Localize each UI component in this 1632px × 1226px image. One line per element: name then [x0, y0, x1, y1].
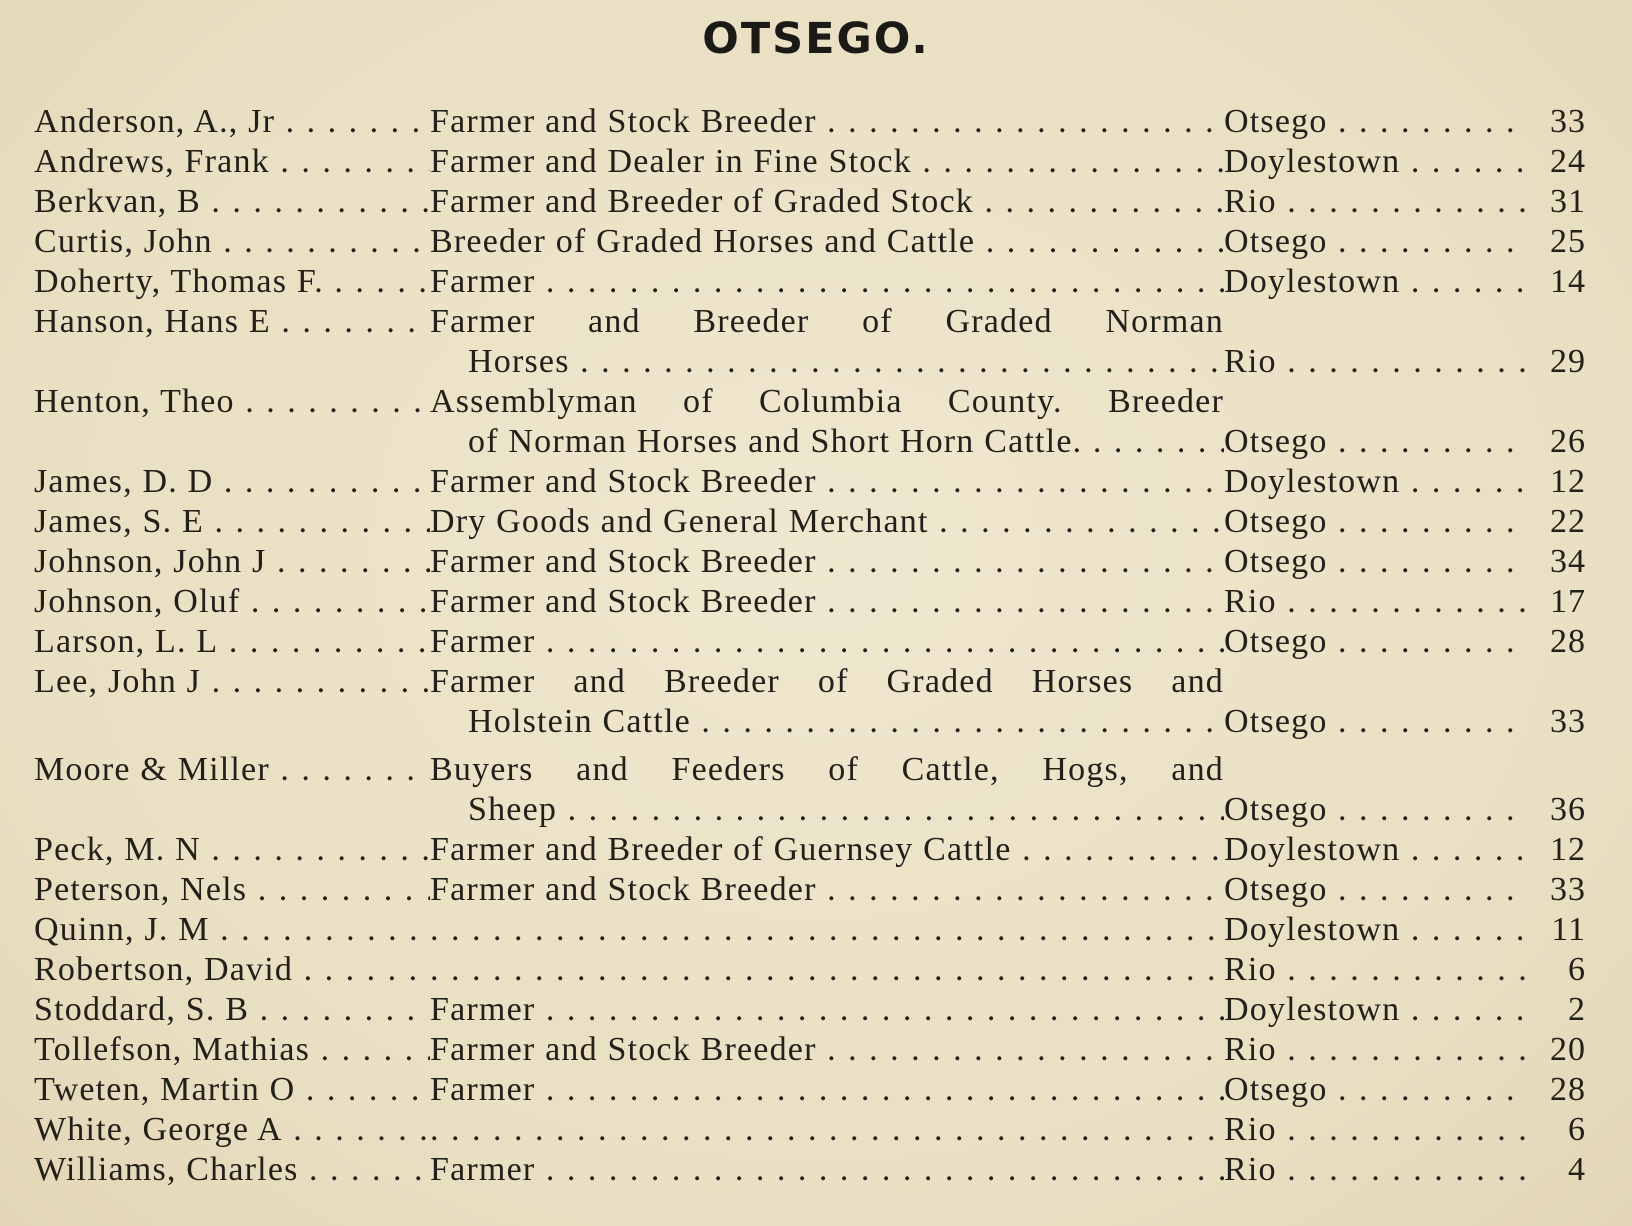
- leader-dots: [1328, 1071, 1526, 1108]
- occupation-line: [430, 582, 1224, 622]
- entry-section: 12: [1550, 463, 1586, 500]
- entry-name: [34, 910, 430, 950]
- entry-occupation: [430, 830, 1224, 870]
- occupation-line: [430, 830, 1224, 870]
- leader-dots: [310, 1031, 430, 1068]
- leader-dots: [430, 951, 1224, 988]
- leader-dots: [1277, 583, 1526, 620]
- entry-occupation: [430, 182, 1224, 222]
- occupation-text: Holstein Cattle: [468, 703, 691, 740]
- leader-dots: [213, 463, 430, 500]
- post-office-text: Rio: [1224, 1151, 1277, 1188]
- leader-dots: [1277, 1031, 1526, 1068]
- directory-entry: [34, 502, 1606, 542]
- directory-entry: [34, 582, 1606, 622]
- entry-name-text: Anderson, A., Jr: [34, 103, 276, 140]
- occupation-text: Farmer: [430, 1071, 536, 1108]
- entry-section: 25: [1550, 223, 1586, 260]
- entry-occupation: [430, 870, 1224, 910]
- entry-name-text: Robertson, David: [34, 951, 294, 988]
- leader-dots: [1328, 103, 1526, 140]
- post-office-text: Rio: [1224, 1031, 1277, 1068]
- leader-dots: [1277, 183, 1526, 220]
- entry-name-text: Peterson, Nels: [34, 871, 248, 908]
- leader-dots: [201, 831, 430, 868]
- leader-dots: [975, 223, 1224, 260]
- occupation-text: Farmer and Breeder of Guernsey Cattle: [430, 831, 1012, 868]
- post-office-text: Doylestown: [1224, 991, 1401, 1028]
- entry-name: [34, 1070, 430, 1110]
- entry-name-text: James, D. D: [34, 463, 214, 500]
- directory-entry: [34, 142, 1606, 182]
- entry-name-text: Hanson, Hans E: [34, 303, 271, 340]
- leader-dots: [293, 951, 430, 988]
- occupation-line: [430, 502, 1224, 542]
- leader-dots: [817, 543, 1224, 580]
- entry-post-office: [1224, 542, 1526, 582]
- entry-section: 24: [1550, 143, 1586, 180]
- directory-entry: [34, 622, 1606, 662]
- leader-dots: [247, 871, 430, 908]
- entry-section: 29: [1550, 343, 1586, 380]
- entry-name-text: Lee, John J: [34, 663, 202, 700]
- leader-dots: [912, 143, 1224, 180]
- entry-occupation: [430, 1150, 1224, 1190]
- entry-post-office: [1224, 462, 1526, 502]
- occupation-text: Farmer and Stock Breeder: [430, 871, 817, 908]
- entry-post-office: [1224, 342, 1526, 382]
- occupation-line: [430, 422, 1224, 462]
- entry-section: 6: [1568, 1111, 1586, 1148]
- leader-dots: [1328, 791, 1526, 828]
- entry-name: [34, 662, 430, 702]
- entry-name: [34, 950, 430, 990]
- entry-name-text: Williams, Charles: [34, 1151, 299, 1188]
- entry-name: [34, 1030, 430, 1070]
- entry-post-office: [1224, 622, 1526, 662]
- post-office-text: Otsego: [1224, 791, 1328, 828]
- entry-section: 11: [1551, 911, 1586, 948]
- occupation-line: [430, 750, 1224, 790]
- leader-dots: [266, 543, 430, 580]
- occupation-line: [430, 1070, 1224, 1110]
- directory-entry: [34, 262, 1606, 302]
- directory-entry: [34, 102, 1606, 142]
- leader-dots: [324, 263, 430, 300]
- entry-name: [34, 582, 430, 622]
- entry-name: [34, 462, 430, 502]
- leader-dots: [270, 751, 430, 788]
- entry-name: [34, 382, 430, 422]
- entry-section: 31: [1550, 183, 1586, 220]
- entry-section: 34: [1550, 543, 1586, 580]
- leader-dots: [817, 103, 1224, 140]
- leader-dots: [201, 183, 430, 220]
- entry-name: [34, 222, 430, 262]
- post-office-text: Otsego: [1224, 423, 1328, 460]
- entry-post-office: [1224, 1030, 1526, 1070]
- occupation-line: [430, 1030, 1224, 1070]
- directory-entry: [34, 1150, 1606, 1190]
- occupation-line: [430, 262, 1224, 302]
- occupation-line: [430, 342, 1224, 382]
- directory-entry: [34, 750, 1606, 830]
- leader-dots: [974, 183, 1224, 220]
- occupation-text: Farmer and Stock Breeder: [430, 103, 817, 140]
- entry-occupation: [430, 1030, 1224, 1070]
- directory-entry: [34, 910, 1606, 950]
- occupation-text: Farmer: [430, 263, 536, 300]
- entry-name: [34, 990, 430, 1030]
- leader-dots: [535, 623, 1224, 660]
- entry-post-office: [1224, 990, 1526, 1030]
- occupation-text: Breeder of Graded Horses and Cattle: [430, 223, 976, 260]
- directory-entry: [34, 182, 1606, 222]
- post-office-text: Doylestown: [1224, 143, 1401, 180]
- occupation-line: [430, 910, 1224, 950]
- entry-post-office: [1224, 422, 1526, 462]
- leader-dots: [201, 663, 430, 700]
- entry-section: 20: [1550, 1031, 1586, 1068]
- leader-dots: [283, 1111, 430, 1148]
- entry-occupation: [430, 142, 1224, 182]
- entry-section: 28: [1550, 623, 1586, 660]
- entry-occupation: [430, 462, 1224, 502]
- entry-section: 6: [1568, 951, 1586, 988]
- entry-occupation: [430, 222, 1224, 262]
- entry-occupation: [430, 990, 1224, 1030]
- post-office-text: Doylestown: [1224, 463, 1401, 500]
- entry-name-text: Quinn, J. M: [34, 911, 210, 948]
- entry-name: [34, 1110, 430, 1150]
- occupation-text: Dry Goods and General Merchant: [430, 503, 929, 540]
- directory-entry: [34, 1070, 1606, 1110]
- entry-post-office: [1224, 582, 1526, 622]
- leader-dots: [271, 303, 430, 340]
- entry-section: 14: [1550, 263, 1586, 300]
- leader-dots: [210, 911, 430, 948]
- leader-dots: [1400, 143, 1526, 180]
- entry-name-text: Berkvan, B: [34, 183, 201, 220]
- occupation-line: [430, 990, 1224, 1030]
- post-office-text: Otsego: [1224, 543, 1328, 580]
- occupation-line: [430, 542, 1224, 582]
- directory-entry: [34, 462, 1606, 502]
- entry-name-text: Doherty, Thomas F.: [34, 263, 324, 300]
- leader-dots: [817, 463, 1224, 500]
- entry-name: [34, 542, 430, 582]
- entry-name-text: James, S. E: [34, 503, 204, 540]
- leader-dots: [1277, 1111, 1526, 1148]
- leader-dots: [535, 1151, 1224, 1188]
- page-title: OTSEGO.: [702, 14, 930, 64]
- entry-name-text: Curtis, John: [34, 223, 213, 260]
- leader-dots: [430, 911, 1224, 948]
- entry-name-text: Andrews, Frank: [34, 143, 270, 180]
- leader-dots: [270, 143, 430, 180]
- leader-dots: [557, 791, 1224, 828]
- occupation-line: [430, 222, 1224, 262]
- entry-occupation: [430, 662, 1224, 742]
- entry-occupation: [430, 302, 1224, 382]
- entry-post-office: [1224, 1110, 1526, 1150]
- entry-name: [34, 750, 430, 790]
- entry-post-office: [1224, 830, 1526, 870]
- entry-occupation: [430, 1070, 1224, 1110]
- directory-entry: [34, 950, 1606, 990]
- entry-name: [34, 262, 430, 302]
- entry-occupation: [430, 1110, 1224, 1150]
- entry-section: 28: [1550, 1071, 1586, 1108]
- entry-section: 33: [1550, 103, 1586, 140]
- leader-dots: [535, 263, 1224, 300]
- occupation-text: Horses: [468, 343, 570, 380]
- occupation-line: [430, 382, 1224, 422]
- entry-occupation: [430, 102, 1224, 142]
- directory-entry: [34, 382, 1606, 462]
- occupation-line: [430, 302, 1224, 342]
- entry-occupation: [430, 502, 1224, 542]
- occupation-text: Farmer and Stock Breeder: [430, 463, 817, 500]
- occupation-line: [430, 790, 1224, 830]
- occupation-text: Farmer: [430, 1151, 536, 1188]
- occupation-text: Farmer and Stock Breeder: [430, 583, 817, 620]
- occupation-text: Assemblyman of Columbia County. Breeder: [430, 383, 1224, 420]
- leader-dots: [204, 503, 430, 540]
- entry-occupation: [430, 582, 1224, 622]
- entry-name-text: Tweten, Martin O: [34, 1071, 296, 1108]
- entry-occupation: [430, 262, 1224, 302]
- entry-name: [34, 830, 430, 870]
- post-office-text: Otsego: [1224, 1071, 1328, 1108]
- directory-entry: [34, 870, 1606, 910]
- entry-section: 22: [1550, 503, 1586, 540]
- leader-dots: [1277, 343, 1526, 380]
- entry-name: [34, 102, 430, 142]
- entry-section: 36: [1550, 791, 1586, 828]
- directory-entry: [34, 542, 1606, 582]
- entry-section: 4: [1568, 1151, 1586, 1188]
- directory-entry: [34, 990, 1606, 1030]
- leader-dots: [691, 703, 1224, 740]
- entry-name: [34, 502, 430, 542]
- leader-dots: [430, 1111, 1224, 1148]
- occupation-text: Farmer and Stock Breeder: [430, 1031, 817, 1068]
- entry-occupation: [430, 950, 1224, 990]
- leader-dots: [929, 503, 1224, 540]
- occupation-line: [430, 182, 1224, 222]
- directory-entry: [34, 1030, 1606, 1070]
- directory-entry: [34, 302, 1606, 382]
- occupation-text: Farmer: [430, 991, 536, 1028]
- occupation-line: [430, 870, 1224, 910]
- leader-dots: [1328, 871, 1526, 908]
- leader-dots: [1328, 423, 1526, 460]
- directory-entry: [34, 222, 1606, 262]
- entry-section: 17: [1550, 583, 1586, 620]
- occupation-text: Farmer: [430, 623, 536, 660]
- entry-section: 33: [1550, 703, 1586, 740]
- entry-name-text: Larson, L. L: [34, 623, 219, 660]
- post-office-text: Rio: [1224, 183, 1277, 220]
- occupation-text: Farmer and Breeder of Graded Stock: [430, 183, 974, 220]
- occupation-line: [430, 142, 1224, 182]
- post-office-text: Rio: [1224, 1111, 1277, 1148]
- leader-dots: [1328, 543, 1526, 580]
- entry-name-text: Tollefson, Mathias: [34, 1031, 311, 1068]
- entry-name-text: White, George A: [34, 1111, 283, 1148]
- entry-post-office: [1224, 910, 1526, 950]
- occupation-line: [430, 1110, 1224, 1150]
- occupation-line: [430, 102, 1224, 142]
- leader-dots: [1328, 703, 1526, 740]
- post-office-text: Doylestown: [1224, 911, 1401, 948]
- entry-post-office: [1224, 262, 1526, 302]
- entry-name-text: Peck, M. N: [34, 831, 201, 868]
- post-office-text: Doylestown: [1224, 831, 1401, 868]
- entry-section: 33: [1550, 871, 1586, 908]
- post-office-text: Rio: [1224, 583, 1277, 620]
- entry-name-text: Moore & Miller: [34, 751, 270, 788]
- occupation-line: [430, 622, 1224, 662]
- occupation-line: [430, 702, 1224, 742]
- leader-dots: [275, 103, 430, 140]
- post-office-text: Otsego: [1224, 103, 1328, 140]
- entry-occupation: [430, 622, 1224, 662]
- occupation-text: Farmer and Breeder of Graded Norman: [430, 303, 1224, 340]
- entry-post-office: [1224, 1070, 1526, 1110]
- leader-dots: [249, 991, 430, 1028]
- leader-dots: [1082, 423, 1224, 460]
- leader-dots: [1400, 263, 1526, 300]
- post-office-text: Doylestown: [1224, 263, 1401, 300]
- entry-section: 12: [1550, 831, 1586, 868]
- entry-post-office: [1224, 950, 1526, 990]
- entry-post-office: [1224, 182, 1526, 222]
- leader-dots: [218, 623, 430, 660]
- entry-post-office: [1224, 102, 1526, 142]
- entry-occupation: [430, 750, 1224, 830]
- directory-entry: [34, 1110, 1606, 1150]
- leader-dots: [1328, 503, 1526, 540]
- entry-name: [34, 142, 430, 182]
- leader-dots: [817, 871, 1224, 908]
- directory-entry: [34, 662, 1606, 742]
- occupation-text: Farmer and Stock Breeder: [430, 543, 817, 580]
- occupation-line: [430, 1150, 1224, 1190]
- entry-post-office: [1224, 870, 1526, 910]
- entry-name-text: Johnson, Oluf: [34, 583, 241, 620]
- entry-post-office: [1224, 790, 1526, 830]
- occupation-line: [430, 950, 1224, 990]
- leader-dots: [1328, 223, 1526, 260]
- post-office-text: Otsego: [1224, 503, 1328, 540]
- post-office-text: Otsego: [1224, 223, 1328, 260]
- entry-post-office: [1224, 702, 1526, 742]
- occupation-text: of Norman Horses and Short Horn Cattle.: [468, 423, 1083, 460]
- entry-section: 2: [1568, 991, 1586, 1028]
- entry-name-text: Stoddard, S. B: [34, 991, 250, 1028]
- entry-occupation: [430, 542, 1224, 582]
- entry-name-text: Henton, Theo: [34, 383, 235, 420]
- leader-dots: [535, 991, 1224, 1028]
- leader-dots: [295, 1071, 430, 1108]
- leader-dots: [817, 583, 1224, 620]
- entry-name-text: Johnson, John J: [34, 543, 267, 580]
- post-office-text: Otsego: [1224, 703, 1328, 740]
- occupation-text: Buyers and Feeders of Cattle, Hogs, and: [430, 751, 1224, 788]
- leader-dots: [570, 343, 1224, 380]
- entry-post-office: [1224, 1150, 1526, 1190]
- entry-name: [34, 870, 430, 910]
- entry-occupation: [430, 910, 1224, 950]
- post-office-text: Otsego: [1224, 871, 1328, 908]
- leader-dots: [1400, 991, 1526, 1028]
- occupation-text: Farmer and Dealer in Fine Stock: [430, 143, 912, 180]
- entry-name: [34, 622, 430, 662]
- directory-entry: [34, 830, 1606, 870]
- occupation-text: Farmer and Breeder of Graded Horses and: [430, 663, 1224, 700]
- leader-dots: [1328, 623, 1526, 660]
- leader-dots: [1400, 831, 1526, 868]
- entry-post-office: [1224, 142, 1526, 182]
- entry-occupation: [430, 382, 1224, 462]
- leader-dots: [213, 223, 430, 260]
- leader-dots: [1012, 831, 1224, 868]
- leader-dots: [1400, 911, 1526, 948]
- patrons-directory: [34, 102, 1606, 1190]
- post-office-text: Rio: [1224, 343, 1277, 380]
- entry-post-office: [1224, 222, 1526, 262]
- occupation-line: [430, 462, 1224, 502]
- leader-dots: [299, 1151, 430, 1188]
- entry-name: [34, 302, 430, 342]
- occupation-line: [430, 662, 1224, 702]
- entry-name: [34, 182, 430, 222]
- leader-dots: [1277, 951, 1526, 988]
- post-office-text: Otsego: [1224, 623, 1328, 660]
- leader-dots: [240, 583, 430, 620]
- entry-section: 26: [1550, 423, 1586, 460]
- leader-dots: [535, 1071, 1224, 1108]
- entry-name: [34, 1150, 430, 1190]
- leader-dots: [1400, 463, 1526, 500]
- occupation-text: Sheep: [468, 791, 558, 828]
- leader-dots: [817, 1031, 1224, 1068]
- post-office-text: Rio: [1224, 951, 1277, 988]
- leader-dots: [1277, 1151, 1526, 1188]
- entry-post-office: [1224, 502, 1526, 542]
- leader-dots: [235, 383, 430, 420]
